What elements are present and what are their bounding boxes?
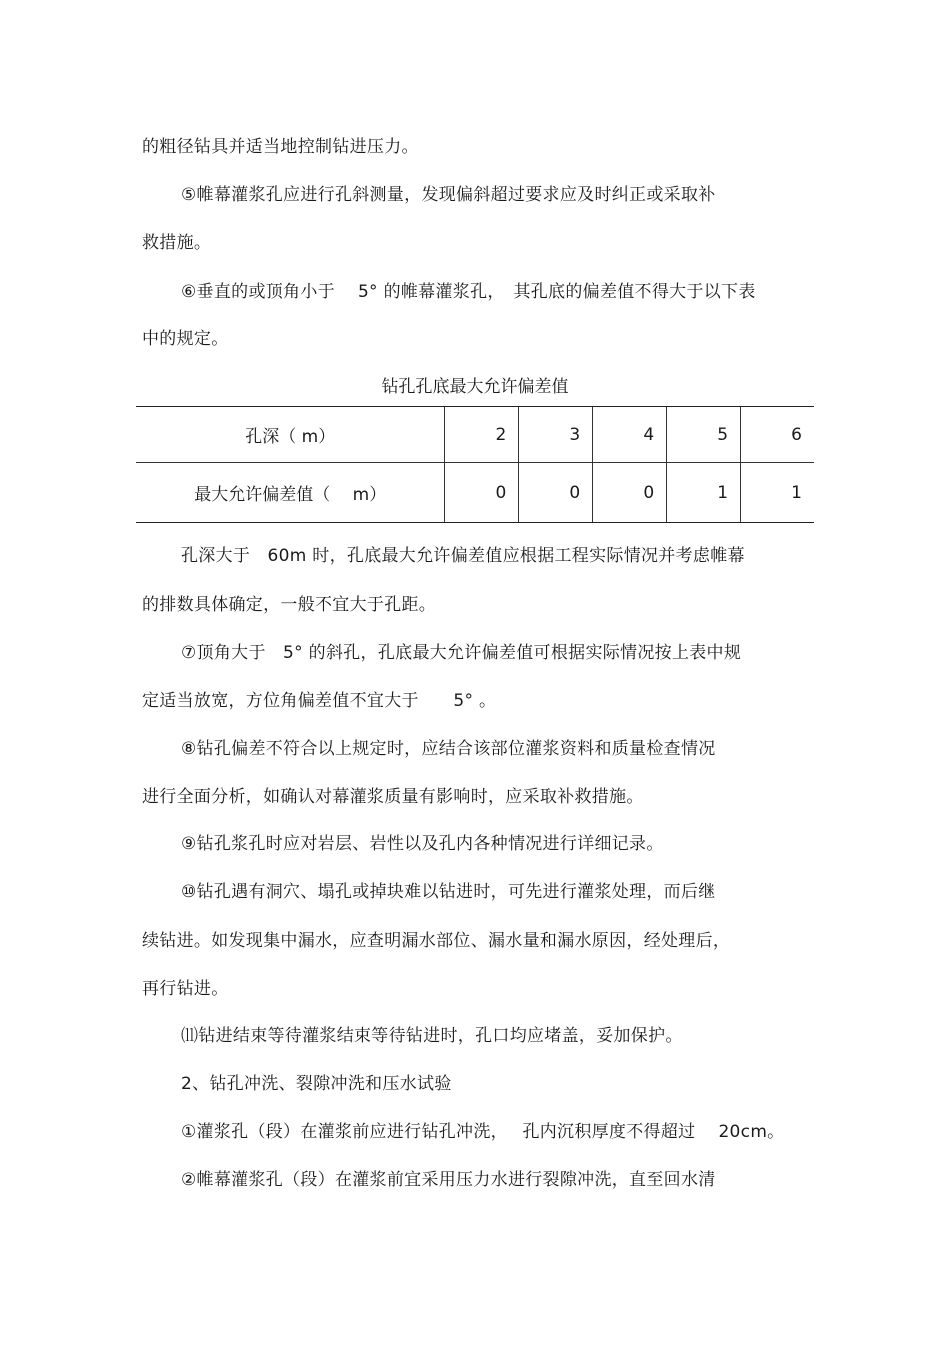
paragraph-line: 进行全面分析，如确认对幕灌浆质量有影响时，应采取补救措施。 [142,787,644,807]
paragraph-line: ⑦顶角大于 5° 的斜孔，孔底最大允许偏差值可根据实际情况按上表中规 [181,643,742,663]
row-label-deviation: 最大允许偏差值（ m） [136,463,445,523]
table-row [136,407,814,463]
table-cell: 1 [741,463,814,523]
table-cell: 2 [445,407,519,463]
table-cell: 6 [741,407,814,463]
table-cell: 5 [667,407,741,463]
paragraph-line: ⑨钻孔浆孔时应对岩层、岩性以及孔内各种情况进行详细记录。 [181,834,664,854]
paragraph-line: ②帷幕灌浆孔（段）在灌浆前宜采用压力水进行裂隙冲洗，直至回水清 [181,1170,716,1190]
paragraph-line: ⑤帷幕灌浆孔应进行孔斜测量，发现偏斜超过要求应及时纠正或采取补 [181,185,716,205]
table-cell: 0 [519,463,593,523]
table-cell: 3 [519,407,593,463]
paragraph-line: ⑩钻孔遇有洞穴、塌孔或掉块难以钻进时，可先进行灌浆处理，而后继 [181,882,716,902]
table-cell: 0 [445,463,519,523]
paragraph-line: ⑾钻进结束等待灌浆结束等待钻进时，孔口均应堵盖，妥加保护。 [181,1026,683,1046]
paragraph-line: 的粗径钻具并适当地控制钻进压力。 [142,137,419,157]
paragraph-line: ⑧钻孔偏差不符合以上规定时，应结合该部位灌浆资料和质量检查情况 [181,739,716,759]
table-cell: 4 [593,407,667,463]
paragraph-line: 救措施。 [142,233,212,253]
paragraph-line: 的排数具体确定，一般不宜大于孔距。 [142,595,437,615]
deviation-table [136,406,814,523]
paragraph-line: 再行钻进。 [142,979,229,999]
paragraph-line: 续钻进。如发现集中漏水，应查明漏水部位、漏水量和漏水原因，经处理后， [142,931,731,951]
paragraph-line: 中的规定。 [142,329,229,349]
table-cell: 0 [593,463,667,523]
table-caption: 钻孔孔底最大允许偏差值 [381,377,569,397]
section-heading: 2、钻孔冲洗、裂隙冲洗和压水试验 [181,1074,452,1094]
table-cell: 1 [667,463,741,523]
table-row [136,463,814,523]
paragraph-line: ①灌浆孔（段）在灌浆前应进行钻孔冲洗， 孔内沉积厚度不得超过 20cm。 [181,1122,785,1142]
row-label-depth: 孔深（ m） [136,407,445,463]
paragraph-line: 定适当放宽，方位角偏差值不宜大于 5° 。 [142,691,497,711]
paragraph-line: 孔深大于 60m 时，孔底最大允许偏差值应根据工程实际情况并考虑帷幕 [181,546,745,566]
paragraph-line: ⑥垂直的或顶角小于 5° 的帷幕灌浆孔， 其孔底的偏差值不得大于以下表 [181,282,756,302]
